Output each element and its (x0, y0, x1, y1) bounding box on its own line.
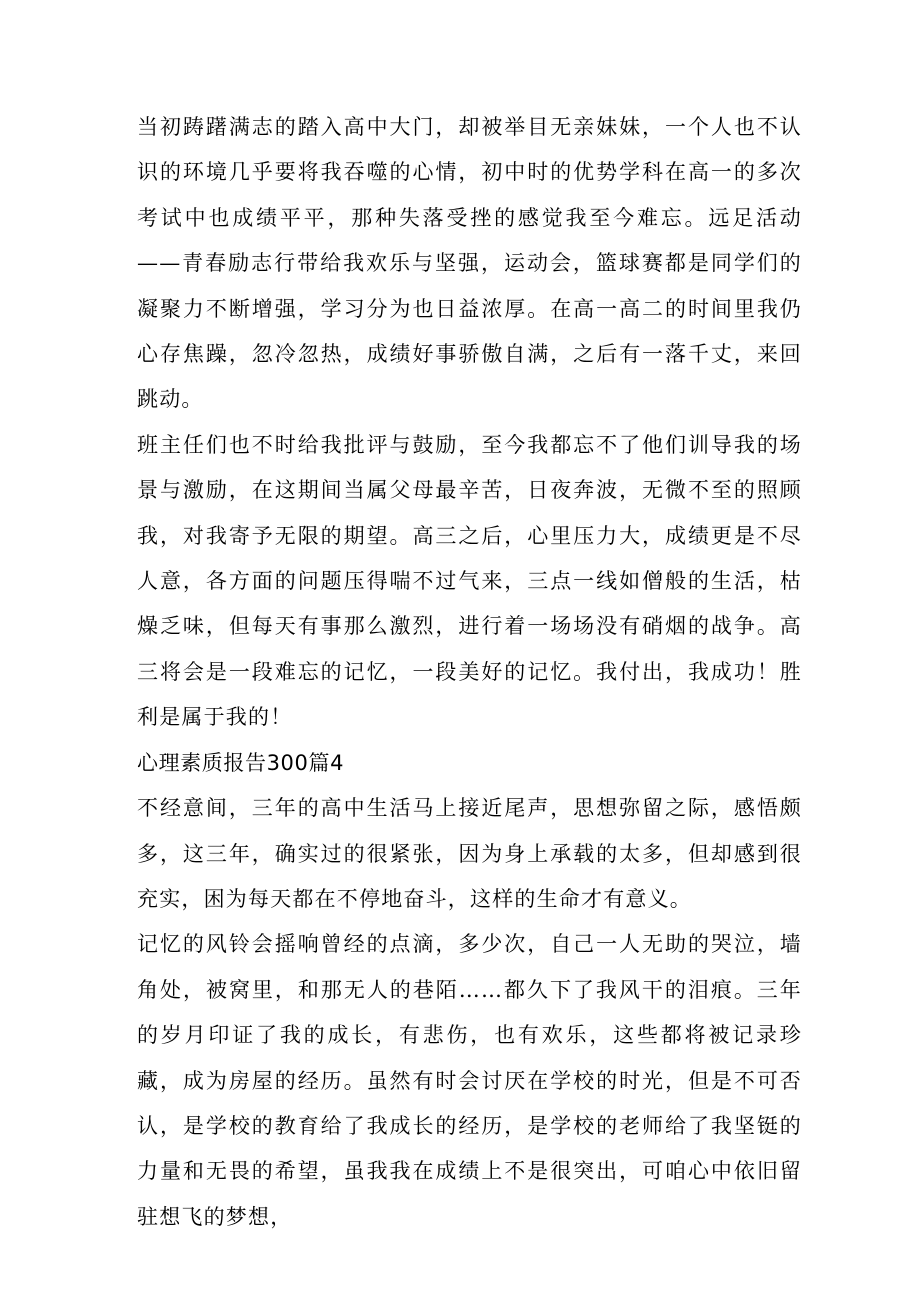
section-heading: 心理素质报告300篇4 (137, 750, 345, 775)
paragraph-4: 记忆的风铃会摇响曾经的点滴，多少次，自己一人无助的哭泣，墙角处，被窝里，和那无人的巷陌……都久下了我风干的泪痕。三年的岁月印证了我的成长，有悲伤，也有欢乐，这些都将被记录珍藏，成为房屋的经历。虽然有时会讨厌在学校的时光，但是不可否认，是学校的教育给了我成长的经历，是学校的老师给了我坚铤的力量和无畏的希望，虽我我在成绩上不是很突出，可咱心中依旧留驻想飞的梦想， (137, 932, 802, 1229)
paragraph-1: 当初踌躇满志的踏入高中大门，却被举目无亲妹妹，一个人也不认识的环境几乎要将我吞噬的心情，初中时的优势学科在高一的多次考试中也成绩平平，那种失落受挫的感觉我至今难忘。远足活动——青春励志行带给我欢乐与坚强，运动会，篮球赛都是同学们的凝聚力不断增强，学习分为也日益浓厚。在高一高二的时间里我仍心存焦躁，忽冷忽热，成绩好事骄傲自满，之后有一落千丈，来回跳动。 (137, 115, 802, 412)
document-body (137, 105, 802, 1240)
paragraph-2: 班主任们也不时给我批评与鼓励，至今我都忘不了他们训导我的场景与激励，在这期间当属父母最辛苦，日夜奔波，无微不至的照顾我，对我寄予无限的期望。高三之后，心里压力大，成绩更是不尽人意，各方面的问题压得喘不过气来，三点一线如僧般的生活，枯燥乏味，但每天有事那么激烈，进行着一场场没有硝烟的战争。高三将会是一段难忘的记忆，一段美好的记忆。我付出，我成功！胜利是属于我的！ (137, 432, 802, 730)
paragraph-3: 不经意间，三年的高中生活马上接近尾声，思想弥留之际，感悟颇多，这三年，确实过的很紧张，因为身上承载的太多，但却感到很充实，困为每天都在不停地奋斗，这样的生命才有意义。 (137, 796, 802, 911)
